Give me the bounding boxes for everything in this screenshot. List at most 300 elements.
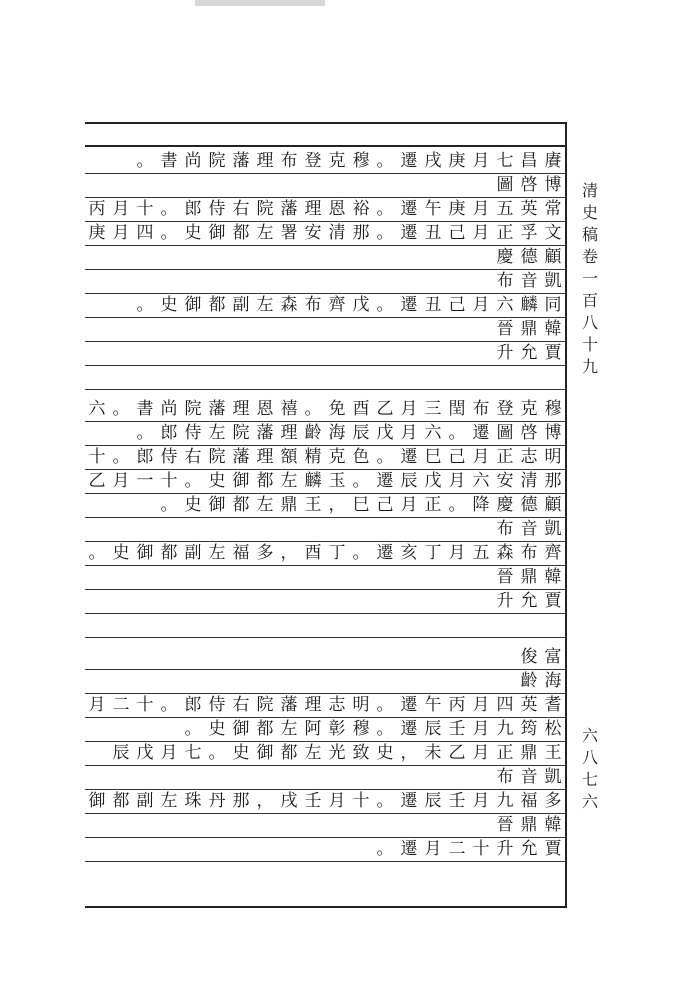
row-char: 升 [496,839,514,859]
margin-char: 八 [581,313,598,332]
row-char: 俊 [520,647,538,667]
row-char: 侍 [160,447,178,467]
row-char: 月 [424,839,442,859]
row-char: 布 [496,519,514,539]
table-row [85,446,565,468]
row-char: 副 [232,295,250,315]
row-char: 書 [160,151,178,171]
row-char: 昌 [520,151,538,171]
row-char: 安 [304,223,322,243]
row-char: 尚 [184,151,202,171]
row-char: 。 [88,543,106,563]
row-char: 明 [352,695,370,715]
row-char: 英 [520,695,538,715]
row-char: 志 [520,447,538,467]
row-char: 七 [496,151,514,171]
row-char: 郎 [184,199,202,219]
row-char: 。 [112,399,130,419]
table-row [85,718,565,740]
row-char: 左 [304,743,322,763]
row-char: 十 [472,839,490,859]
row-char: 御 [88,791,106,811]
margin-char: 史 [581,203,598,222]
row-char: 明 [544,447,562,467]
row-char: 同 [544,295,562,315]
row-char: 賈 [544,591,562,611]
row-char: 鼎 [520,319,538,339]
row-char: 允 [520,591,538,611]
row-char: 孚 [520,223,538,243]
row-char: 晉 [496,319,514,339]
row-char: 遷 [376,543,394,563]
row-char: 都 [256,471,274,491]
row-char: 。 [160,223,178,243]
row-char: 院 [208,447,226,467]
row-char: 六 [472,471,490,491]
row-char: 凱 [544,271,562,291]
row-char: 森 [496,543,514,563]
row-char: 戌 [280,791,298,811]
row-char: 鼎 [520,743,538,763]
row-char: 穆 [544,399,562,419]
row-char: 遷 [400,839,418,859]
table-border [85,145,565,147]
row-char: 史 [208,719,226,739]
table-border [85,122,565,124]
row-char: 穆 [352,719,370,739]
row-char: 額 [280,447,298,467]
row-char: 己 [376,495,394,515]
row-char: 顧 [544,495,562,515]
row-char: 乙 [376,399,394,419]
row-char: ， [256,791,274,811]
row-char: 月 [472,719,490,739]
row-char: 顧 [544,247,562,267]
row-char: 都 [232,223,250,243]
row-char: 致 [352,743,370,763]
row-char: 多 [544,791,562,811]
margin-char: 稿 [581,225,598,244]
row-char: 多 [256,543,274,563]
row-char: 十 [88,447,106,467]
row-char: 五 [472,543,490,563]
row-char: 都 [160,543,178,563]
row-char: 左 [160,791,178,811]
table-row [85,542,565,564]
row-char: 閏 [448,399,466,419]
row-char: 。 [376,447,394,467]
row-char: 鼎 [280,495,298,515]
row-char: 侍 [208,695,226,715]
row-char: 月 [472,223,490,243]
row-char: 藩 [232,151,250,171]
row-char: 布 [496,767,514,787]
row-char: 。 [160,199,178,219]
table-row [85,742,565,764]
row-char: 院 [232,423,250,443]
row-char: 左 [208,543,226,563]
row-char: 齡 [520,671,538,691]
row-char: 鼎 [520,567,538,587]
table-row [85,246,565,268]
table-row [85,646,565,668]
row-char: 那 [232,791,250,811]
row-char: 安 [496,471,514,491]
row-char: 允 [520,343,538,363]
row-char: 志 [328,695,346,715]
row-char: 月 [448,471,466,491]
row-char: 克 [328,151,346,171]
row-char: 圖 [496,423,514,443]
row-char: 二 [448,839,466,859]
row-char: 月 [112,199,130,219]
row-char: 史 [112,543,130,563]
row-char: 。 [376,151,394,171]
row-char: 恩 [328,199,346,219]
row-char: 。 [160,495,178,515]
row-char: 丁 [424,543,442,563]
margin-char: 八 [581,748,598,767]
table-row [85,398,565,420]
row-char: 韓 [544,567,562,587]
row-char: 。 [448,495,466,515]
row-char: 賈 [544,343,562,363]
row-char: 理 [304,199,322,219]
row-char: 月 [400,399,418,419]
row-char: 未 [424,743,442,763]
row-char: 賡 [544,151,562,171]
table-row [85,814,565,836]
row-char: 御 [136,543,154,563]
row-char: 海 [328,423,346,443]
row-char: 月 [472,791,490,811]
row-char: 遷 [400,223,418,243]
row-char: 丙 [88,199,106,219]
row-char: 副 [184,543,202,563]
row-char: 韓 [544,815,562,835]
row-char: 那 [352,223,370,243]
row-char: 右 [232,199,250,219]
row-char: 克 [328,447,346,467]
row-char: 史 [376,743,394,763]
row-char: 精 [304,447,322,467]
row-char: 九 [496,791,514,811]
row-char: 月 [472,295,490,315]
row-char: 清 [328,223,346,243]
row-char: 慶 [496,247,514,267]
row-char: 森 [280,295,298,315]
row-char: 穆 [352,151,370,171]
row-char: 。 [184,471,202,491]
row-char: 戊 [376,423,394,443]
row-char: 己 [448,223,466,243]
row-char: 。 [376,839,394,859]
row-char: 月 [112,223,130,243]
row-char: 月 [472,695,490,715]
table-row [85,590,565,612]
row-char: 布 [496,271,514,291]
row-char: 禧 [280,399,298,419]
row-char: 。 [136,423,154,443]
row-char: 麟 [304,471,322,491]
row-char: 都 [256,719,274,739]
row-char: 巳 [352,495,370,515]
row-char: 月 [472,199,490,219]
row-char: 筠 [520,719,538,739]
row-char: 。 [208,743,226,763]
row-char: 恩 [256,399,274,419]
row-char: 福 [520,791,538,811]
row-char: 升 [496,591,514,611]
row-char: 戌 [424,151,442,171]
row-char: 珠 [184,791,202,811]
row-char: 。 [376,295,394,315]
row-char: 三 [424,399,442,419]
row-char: 己 [448,447,466,467]
row-char: 午 [424,199,442,219]
scan-top-mark [195,0,325,6]
margin-char: 七 [581,770,598,789]
row-char: 丑 [424,295,442,315]
row-char: 圖 [496,175,514,195]
row-char: 五 [496,199,514,219]
row-char: 正 [496,223,514,243]
row-char: 。 [352,471,370,491]
margin-char: 卷 [581,247,598,266]
row-char: 辰 [424,791,442,811]
row-char: 左 [256,223,274,243]
row-char: 史 [184,495,202,515]
row-char: 。 [376,695,394,715]
page-right-border [565,122,567,908]
row-char: 九 [496,719,514,739]
row-char: 博 [544,175,562,195]
row-char: 彰 [328,719,346,739]
row-char: 齊 [328,295,346,315]
table-row [85,518,565,540]
row-char: 史 [232,743,250,763]
row-char: 海 [544,671,562,691]
row-char: 月 [88,695,106,715]
row-char: 。 [136,295,154,315]
row-char: 左 [280,471,298,491]
row-char: 侍 [184,423,202,443]
row-char: 庚 [88,223,106,243]
row-char: 辰 [400,471,418,491]
row-char: 郎 [136,447,154,467]
row-char: 。 [376,791,394,811]
row-char: 都 [208,295,226,315]
row-char: 耆 [544,695,562,715]
row-char: 允 [520,839,538,859]
row-char: 遷 [400,695,418,715]
row-char: 乙 [448,743,466,763]
margin-char: 六 [581,792,598,811]
row-char: 二 [112,695,130,715]
row-char: 降 [472,495,490,515]
table-row [85,150,565,172]
row-char: 。 [304,399,322,419]
row-char: 酉 [352,399,370,419]
row-char: 遷 [400,151,418,171]
row-char: 藩 [280,695,298,715]
row-char: 月 [400,495,418,515]
row-char: 布 [280,151,298,171]
table-row [85,366,565,388]
row-char: 藩 [232,447,250,467]
row-char: 。 [352,543,370,563]
row-char: 清 [520,471,538,491]
book-title-margin [579,180,601,378]
row-char: 齊 [544,543,562,563]
row-char: 王 [304,495,322,515]
row-char: 戊 [424,471,442,491]
row-char: 藩 [256,423,274,443]
table-row [85,494,565,516]
row-char: 都 [112,791,130,811]
row-char: 理 [280,423,298,443]
row-char: 庚 [448,199,466,219]
row-char: 御 [208,495,226,515]
row-char: 音 [520,519,538,539]
row-char: 理 [256,151,274,171]
row-char: ， [280,543,298,563]
table-row [85,470,565,492]
row-divider [85,637,565,638]
row-char: 六 [496,295,514,315]
row-char: 史 [208,471,226,491]
row-char: 藩 [208,399,226,419]
row-char: 御 [208,223,226,243]
row-char: 辰 [112,743,130,763]
row-char: 午 [424,695,442,715]
row-char: 登 [304,151,322,171]
row-char: 史 [160,295,178,315]
table-row [85,294,565,316]
row-char: 。 [184,719,202,739]
row-char: 凱 [544,519,562,539]
row-char: 文 [544,223,562,243]
row-char: 酉 [304,543,322,563]
row-char: 福 [232,543,250,563]
row-char: 都 [280,743,298,763]
row-char: 理 [304,695,322,715]
row-char: 。 [160,695,178,715]
row-char: 丹 [208,791,226,811]
row-char: 凱 [544,767,562,787]
row-char: 一 [136,471,154,491]
table-border [85,906,565,908]
row-char: 德 [520,495,538,515]
row-char: 戊 [136,743,154,763]
row-char: 王 [544,743,562,763]
row-char: 鼎 [520,815,538,835]
table-row [85,222,565,244]
table-row [85,270,565,292]
row-char: 壬 [448,791,466,811]
row-char: 左 [256,495,274,515]
row-char: 阿 [304,719,322,739]
row-char: 御 [184,295,202,315]
row-char: 七 [184,743,202,763]
row-char: 博 [544,423,562,443]
row-char: 月 [448,543,466,563]
row-char: 。 [112,447,130,467]
row-char: 正 [424,495,442,515]
row-char: 理 [232,399,250,419]
row-char: 史 [184,223,202,243]
row-char: 月 [472,743,490,763]
margin-char: 九 [581,357,598,376]
row-char: 十 [136,695,154,715]
row-char: 。 [376,223,394,243]
row-char: 月 [160,743,178,763]
row-char: 月 [472,151,490,171]
row-char: 己 [448,295,466,315]
row-char: 音 [520,271,538,291]
row-char: 院 [256,695,274,715]
margin-char: 一 [581,269,598,288]
row-char: 戊 [352,295,370,315]
table-row [85,766,565,788]
table-row [85,174,565,196]
row-char: 右 [232,695,250,715]
row-char: 遷 [400,791,418,811]
row-char: 遷 [400,447,418,467]
row-char: 晉 [496,815,514,835]
row-char: 齡 [304,423,322,443]
margin-char: 百 [581,291,598,310]
table-row [85,342,565,364]
row-char: 丁 [328,543,346,563]
table-row [85,694,565,716]
row-char: 辰 [352,423,370,443]
row-char: 音 [520,767,538,787]
row-char: 麟 [520,295,538,315]
row-char: 那 [544,471,562,491]
row-char: 月 [400,423,418,443]
row-char: 正 [496,447,514,467]
row-divider [85,389,565,390]
row-char: 正 [496,743,514,763]
row-char: 賈 [544,839,562,859]
row-char: 遷 [472,423,490,443]
row-char: 壬 [448,719,466,739]
row-char: 韓 [544,319,562,339]
row-char: 布 [304,295,322,315]
margin-char: 六 [581,726,598,745]
table-row [85,318,565,340]
row-char: 侍 [208,199,226,219]
row-char: 遷 [400,295,418,315]
row-char: 丙 [448,695,466,715]
row-char: 書 [136,399,154,419]
row-char: 晉 [496,567,514,587]
row-char: 。 [376,719,394,739]
table-row [85,838,565,860]
row-char: 署 [280,223,298,243]
row-char: 六 [88,399,106,419]
table-row [85,790,565,812]
row-char: 。 [376,199,394,219]
row-char: 壬 [304,791,322,811]
row-char: 十 [352,791,370,811]
row-char: 十 [136,199,154,219]
row-char: ， [328,495,346,515]
row-char: 左 [208,423,226,443]
row-char: 免 [328,399,346,419]
table-row [85,670,565,692]
